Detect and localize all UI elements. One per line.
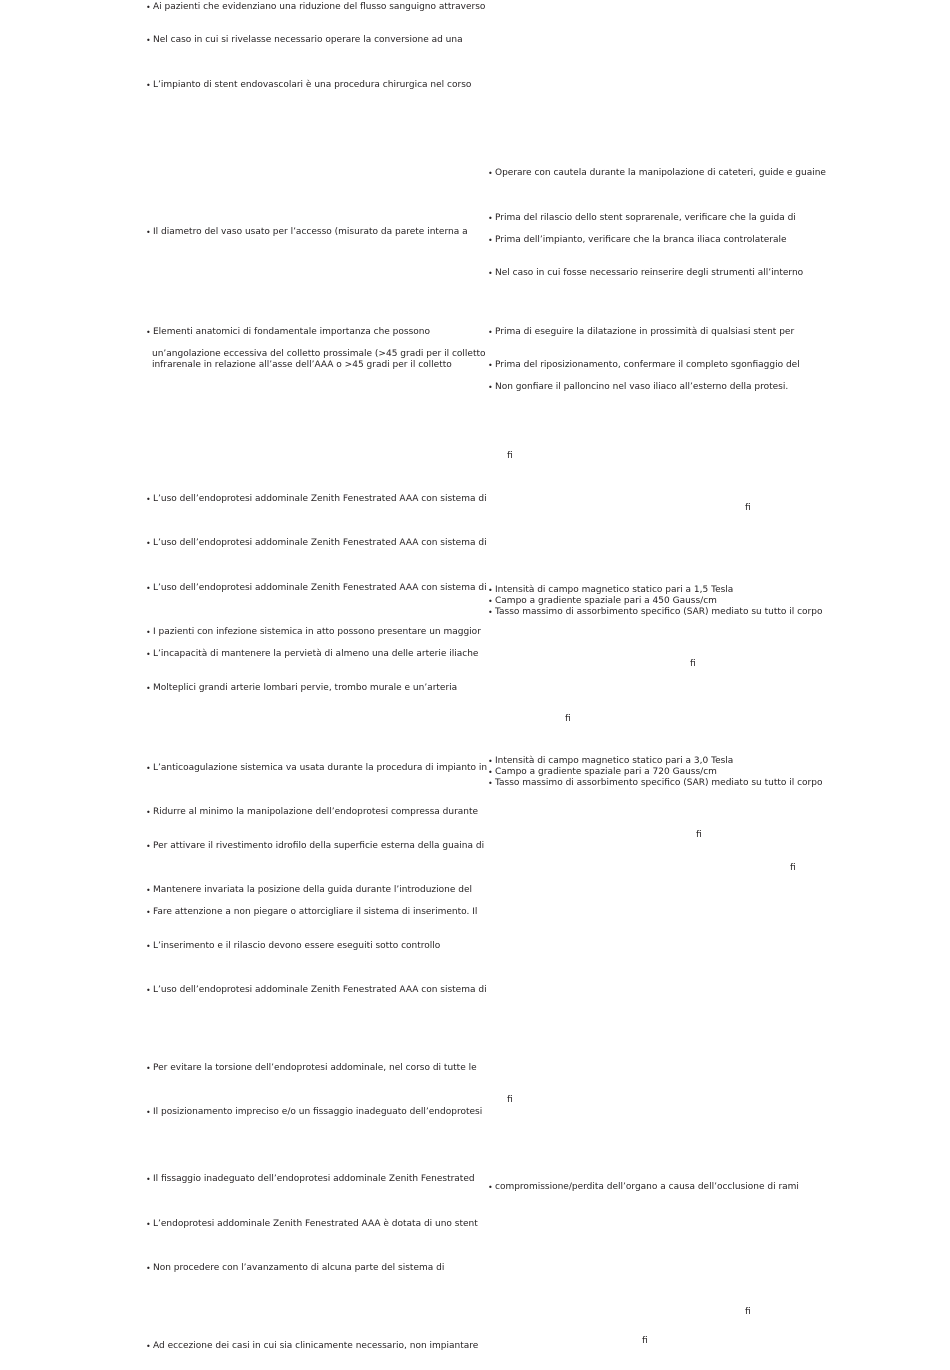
ligature-glyph: fi	[507, 1095, 513, 1105]
list-item: • L’uso dell’endoprotesi addominale Zenith Fenestrated AAA con sistema di	[146, 985, 487, 996]
list-item: • Per evitare la torsione dell’endoprotesi addominale, nel corso di tutte le	[146, 1063, 477, 1074]
list-item: • Intensità di campo magnetico statico pari a 1,5 Tesla	[488, 585, 733, 596]
list-item: • Per attivare il rivestimento idrofilo della superficie esterna della guaina di	[146, 841, 484, 852]
ligature-glyph: fi	[745, 503, 751, 513]
ligature-glyph: fi	[745, 1307, 751, 1317]
list-item: • L’uso dell’endoprotesi addominale Zenith Fenestrated AAA con sistema di	[146, 583, 487, 594]
list-item: • Operare con cautela durante la manipolazione di cateteri, guide e guaine	[488, 168, 826, 179]
list-item: • Elementi anatomici di fondamentale importanza che possono	[146, 327, 430, 338]
list-item: • Nel caso in cui si rivelasse necessario operare la conversione ad una	[146, 35, 463, 46]
ligature-glyph: fi	[507, 451, 513, 461]
list-item: • Il fissaggio inadeguato dell’endoprotesi addominale Zenith Fenestrated	[146, 1174, 475, 1185]
list-item: • Molteplici grandi arterie lombari pervie, trombo murale e un’arteria	[146, 683, 457, 694]
list-item: • L’impianto di stent endovascolari è una procedura chirurgica nel corso	[146, 80, 471, 91]
list-item: • Non gonfiare il palloncino nel vaso iliaco all’esterno della protesi.	[488, 382, 788, 393]
list-item: • Il posizionamento impreciso e/o un fissaggio inadeguato dell’endoprotesi	[146, 1107, 482, 1118]
list-item: • I pazienti con infezione sistemica in atto possono presentare un maggior	[146, 627, 481, 638]
ligature-glyph: fi	[642, 1336, 648, 1346]
list-item: • Campo a gradiente spaziale pari a 450 Gauss/cm	[488, 596, 717, 607]
list-item: • L’inserimento e il rilascio devono essere eseguiti sotto controllo	[146, 941, 440, 952]
list-item: • Prima dell’impianto, verificare che la branca iliaca controlaterale	[488, 235, 787, 246]
list-item: • Intensità di campo magnetico statico pari a 3,0 Tesla	[488, 756, 733, 767]
text-line: un’angolazione eccessiva del colletto prossimale (>45 gradi per il colletto	[152, 349, 486, 359]
list-item: • Fare attenzione a non piegare o attorcigliare il sistema di inserimento. Il	[146, 907, 477, 918]
list-item: • Prima del rilascio dello stent soprarenale, verificare che la guida di	[488, 213, 796, 224]
list-item: • Ad eccezione dei casi in cui sia clinicamente necessario, non impiantare	[146, 1341, 478, 1352]
ligature-glyph: fi	[690, 659, 696, 669]
list-item: • Ai pazienti che evidenziano una riduzione del flusso sanguigno attraverso	[146, 2, 485, 13]
ligature-glyph: fi	[565, 714, 571, 724]
list-item: • Ridurre al minimo la manipolazione dell’endoprotesi compressa durante	[146, 807, 478, 818]
list-item: • L’anticoagulazione sistemica va usata durante la procedura di impianto in	[146, 763, 487, 774]
list-item: • compromissione/perdita dell’organo a causa dell’occlusione di rami	[488, 1182, 799, 1193]
list-item: • L’uso dell’endoprotesi addominale Zenith Fenestrated AAA con sistema di	[146, 538, 487, 549]
text-line: infrarenale in relazione all’asse dell’AAA o >45 gradi per il colletto	[152, 360, 452, 370]
list-item: • Tasso massimo di assorbimento specifico (SAR) mediato su tutto il corpo	[488, 778, 822, 789]
list-item: • Campo a gradiente spaziale pari a 720 Gauss/cm	[488, 767, 717, 778]
list-item: • Prima di eseguire la dilatazione in prossimità di qualsiasi stent per	[488, 327, 794, 338]
ligature-glyph: fi	[790, 863, 796, 873]
list-item: • Il diametro del vaso usato per l’accesso (misurato da parete interna a	[146, 227, 468, 238]
list-item: • Non procedere con l’avanzamento di alcuna parte del sistema di	[146, 1263, 444, 1274]
list-item: • Prima del riposizionamento, confermare il completo sgonfiaggio del	[488, 360, 800, 371]
list-item: • Tasso massimo di assorbimento specifico (SAR) mediato su tutto il corpo	[488, 607, 822, 618]
list-item: • L’endoprotesi addominale Zenith Fenestrated AAA è dotata di uno stent	[146, 1219, 478, 1230]
list-item: • Nel caso in cui fosse necessario reinserire degli strumenti all’interno	[488, 268, 803, 279]
list-item: • L’incapacità di mantenere la pervietà di almeno una delle arterie iliache	[146, 649, 478, 660]
list-item: • Mantenere invariata la posizione della guida durante l’introduzione del	[146, 885, 472, 896]
list-item: • L’uso dell’endoprotesi addominale Zenith Fenestrated AAA con sistema di	[146, 494, 487, 505]
ligature-glyph: fi	[696, 830, 702, 840]
